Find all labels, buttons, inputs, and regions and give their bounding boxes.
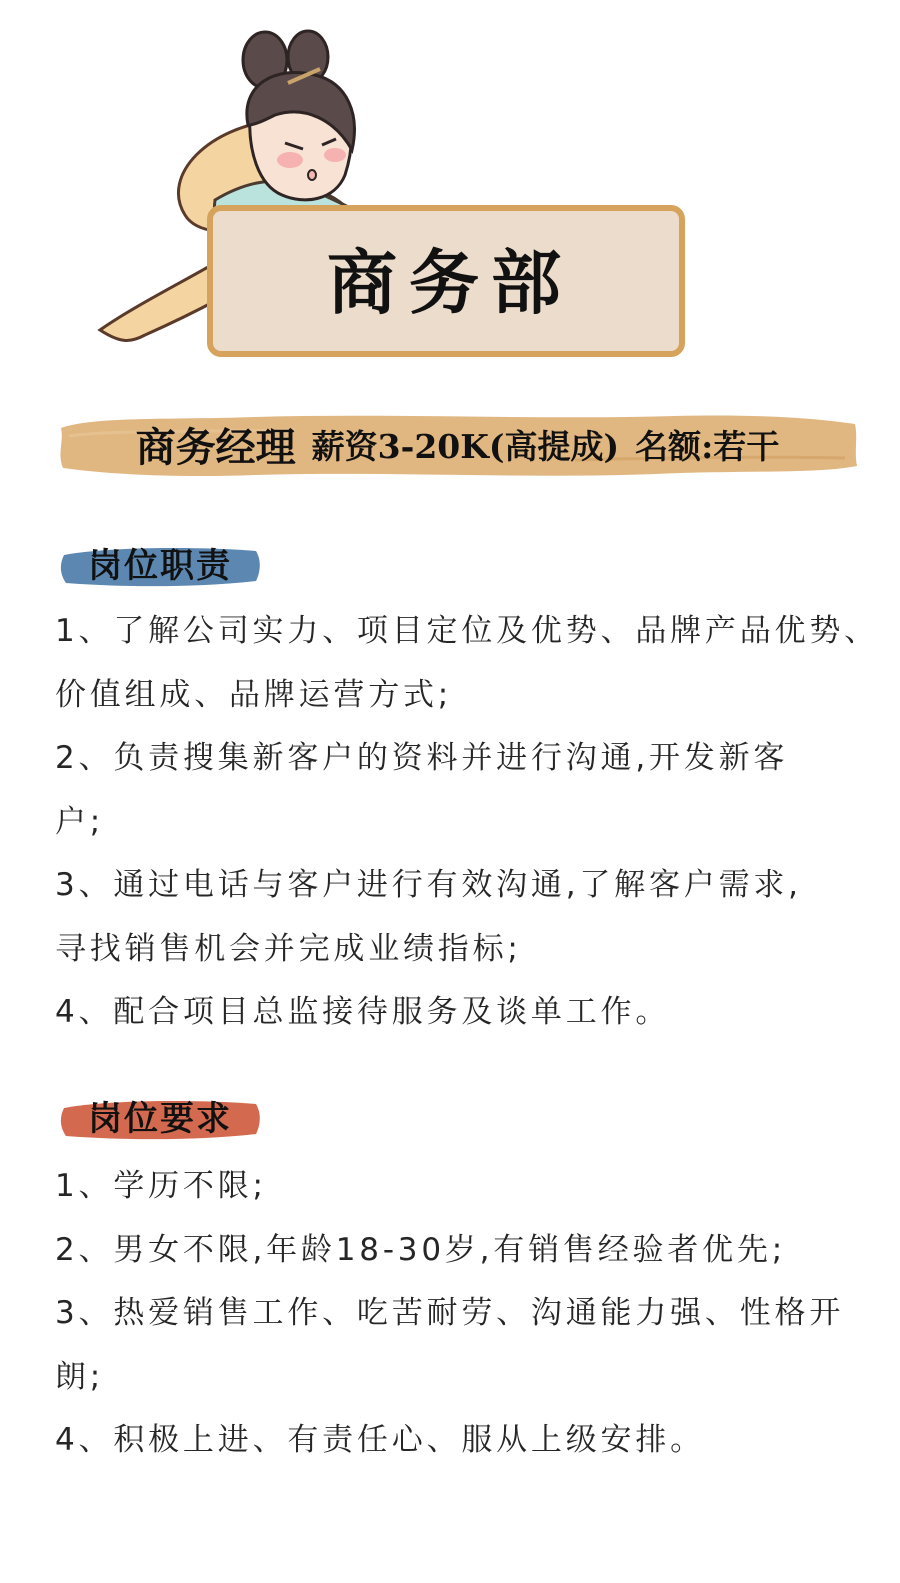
list-item: 3、通过电话与客户进行有效沟通,了解客户需求, [55,867,802,903]
requirements-heading-tag [56,1094,264,1144]
quota-text: 名额:若干 [635,426,780,466]
requirements-heading: 岗位要求 [88,1099,232,1139]
list-item: 户; [55,803,105,840]
list-item: 3、热爱销售工作、吃苦耐劳、沟通能力强、性格开 [55,1295,845,1331]
position-banner [55,408,860,480]
duties-list [55,600,879,1045]
list-item: 4、配合项目总监接待服务及谈单工作。 [55,994,671,1030]
duties-heading: 岗位职责 [88,546,232,586]
list-item: 1、学历不限; [55,1168,267,1204]
list-item: 1、了解公司实力、项目定位及优势、品牌产品优势、 [55,613,879,649]
list-item: 2、负责搜集新客户的资料并进行沟通,开发新客 [55,740,789,776]
duties-heading-tag [56,541,264,591]
list-item: 4、积极上进、有责任心、服从上级安排。 [55,1422,705,1458]
position-title: 商务经理 [135,423,296,471]
list-item: 寻找销售机会并完成业绩指标; [55,930,522,967]
list-item: 朗; [55,1358,105,1395]
list-item: 价值组成、品牌运营方式; [55,676,453,713]
list-item: 2、男女不限,年龄18-30岁,有销售经验者优先; [55,1231,786,1268]
salary-text: 薪资3-20K(高提成) [311,426,620,466]
department-title: 商务部 [327,241,573,324]
requirements-list [55,1155,875,1473]
